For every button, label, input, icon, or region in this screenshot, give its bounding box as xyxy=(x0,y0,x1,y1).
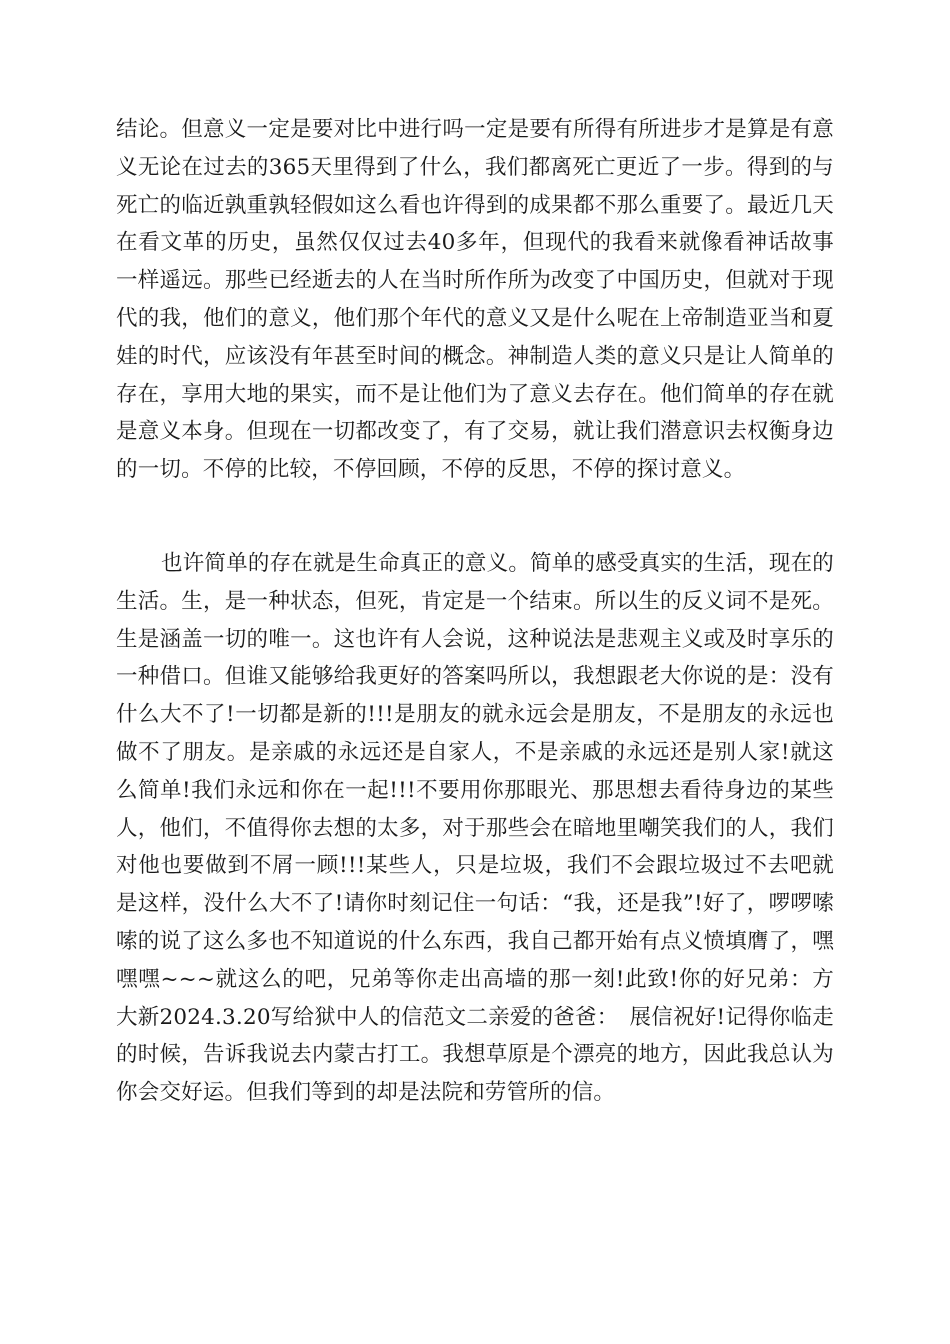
body-paragraph-2: 也许简单的存在就是生命真正的意义。简单的感受真实的生活，现在的生活。生，是一种状态，但死，肯定是一个结束。所以生的反义词不是死。生是涵盖一切的唯一。这也许有人会说，这种说法是悲观主义或及时享乐的一种借口。但谁又能够给我更好的答案吗所以，我想跟老大你说的是：没有什么大不了!一切都是新的!!!是朋友的就永远会是朋友，不是朋友的永远也做不了朋友。是亲戚的永远还是自家人，不是亲戚的永远还是别人家!就这么简单!我们永远和你在一起!!!不要用你那眼光、那思想去看待身边的某些人，他们，不值得你去想的太多，对于那些会在暗地里嘲笑我们的人，我们对他也要做到不屑一顾!!!某些人，只是垃圾，我们不会跟垃圾过不去吧就是这样，没什么大不了!请你时刻记住一句话：“我，还是我”!好了，啰啰嗦嗦的说了这么多也不知道说的什么东西，我自己都开始有点义愤填膺了，嘿嘿嘿~~~就这么的吧，兄弟等你走出高墙的那一刻!此致!你的好兄弟：方大新2024.3.20写给狱中人的信范文二亲爱的爸爸： 展信祝好!记得你临走的时候，告诉我说去内蒙古打工。我想草原是个漂亮的地方，因此我总认为你会交好运。但我们等到的却是法院和劳管所的信。 xyxy=(116,551,834,1106)
body-paragraph-1: 结论。但意义一定是要对比中进行吗一定是要有所得有所进步才是算是有意义无论在过去的365天里得到了什么，我们都离死亡更近了一步。得到的与死亡的临近孰重孰轻假如这么看也许得到的成果都不那么重要了。最近几天在看文革的历史，虽然仅仅过去40多年，但现代的我看来就像看神话故事一样遥远。那些已经逝去的人在当时所作所为改变了中国历史，但就对于现代的我，他们的意义，他们那个年代的意义又是什么呢在上帝制造亚当和夏娃的时代，应该没有年甚至时间的概念。神制造人类的意义只是让人简单的存在，享用大地的果实，而不是让他们为了意义去存在。他们简单的存在就是意义本身。但现在一切都改变了，有了交易，就让我们潜意识去权衡身边的一切。不停的比较，不停回顾，不停的反思，不停的探讨意义。 xyxy=(116,117,834,483)
